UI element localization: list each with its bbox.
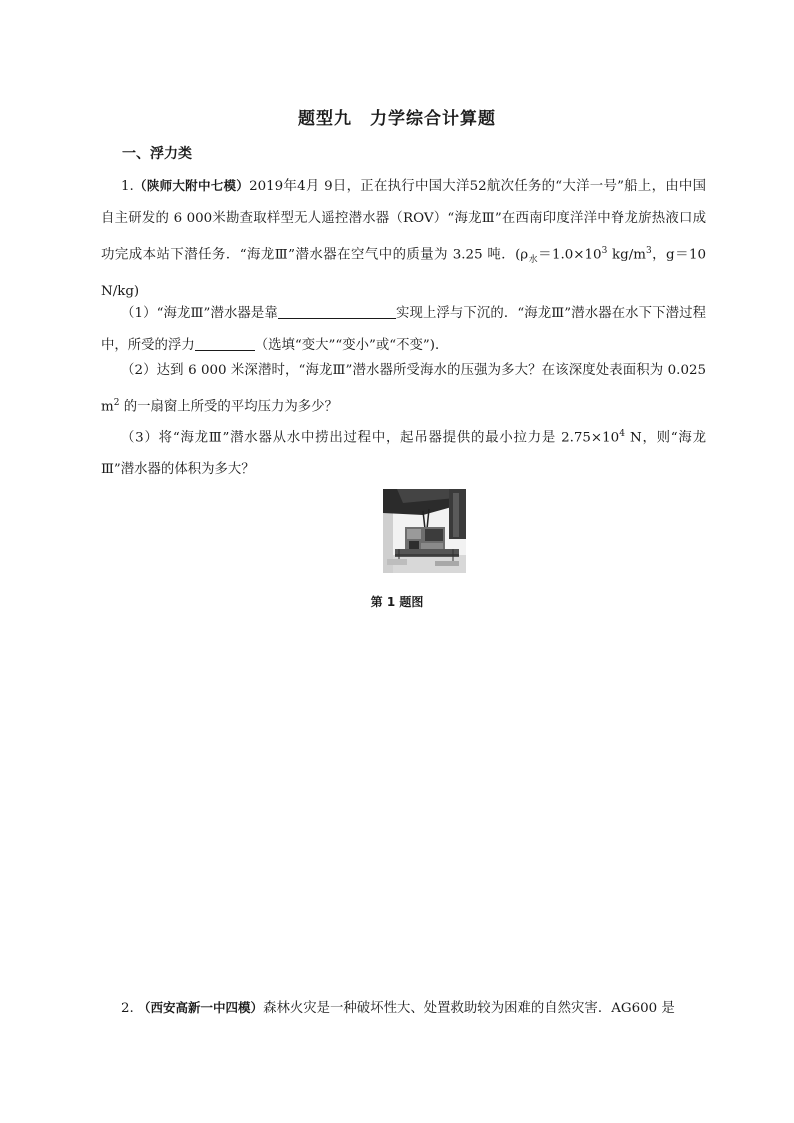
problem-1-question-3: （3）将“海龙Ⅲ”潜水器从水中捞出过程中，起吊器提供的最小拉力是 $2.75\times 10^4$ N，则“海龙Ⅲ”潜水器的体积为多大？ [101,429,706,478]
problem-1-question-1: （1）“海龙Ⅲ”潜水器是靠 实现上浮与下沉的．“海龙Ⅲ”潜水器在水下下潜过程中，所受的浮力 （选填“变大”“变小”或“不变”)． [101,298,706,362]
page-title: 题型九 力学综合计算题 [298,109,496,129]
problem-2-number: 2. [121,1001,134,1016]
problem-2-statement: 2. （西安高新一中四模）森林火灾是一种破坏性大、处置救助较为困难的自然灾害．AG600 是 [121,1000,675,1016]
figure-caption: 第 1 题图 [370,595,424,609]
problem-1-source: （陕师大附中七模） [133,178,250,193]
problem-2-source: （西安高新一中四模） [138,1000,264,1015]
answer-blank-2[interactable] [195,334,255,351]
submersible-photo-illustration [383,489,466,573]
problem-1-question-2: （2）达到 6 000 米深潜时，“海龙Ⅲ”潜水器所受海水的压强为多大？在该深度处表面积为 0.025 $m^2$ 的一扇窗上所受的平均压力为多少？ [101,363,706,415]
section-heading: 一、浮力类 [122,146,192,162]
submersible-photo [383,489,466,573]
problem-1-statement: 1.（陕师大附中七模）2019年4月 9日，正在执行中国大洋52航次任务的“大洋一号”船上，由中国自主研发的 6 000米勘查取样型无人遥控潜水器（ROV）“海龙Ⅲ”在西南印度洋洋中脊龙旂热液口成功完成本站下潜任务．“海龙Ⅲ”潜水器在空气中的质量为 3.25 吨．($\rho_水=1.0\times 10^3$ $kg/m^3$，g＝10 N/kg) [101,178,706,300]
problem-1-number: 1. [121,179,134,194]
answer-blank-1[interactable] [278,302,396,319]
